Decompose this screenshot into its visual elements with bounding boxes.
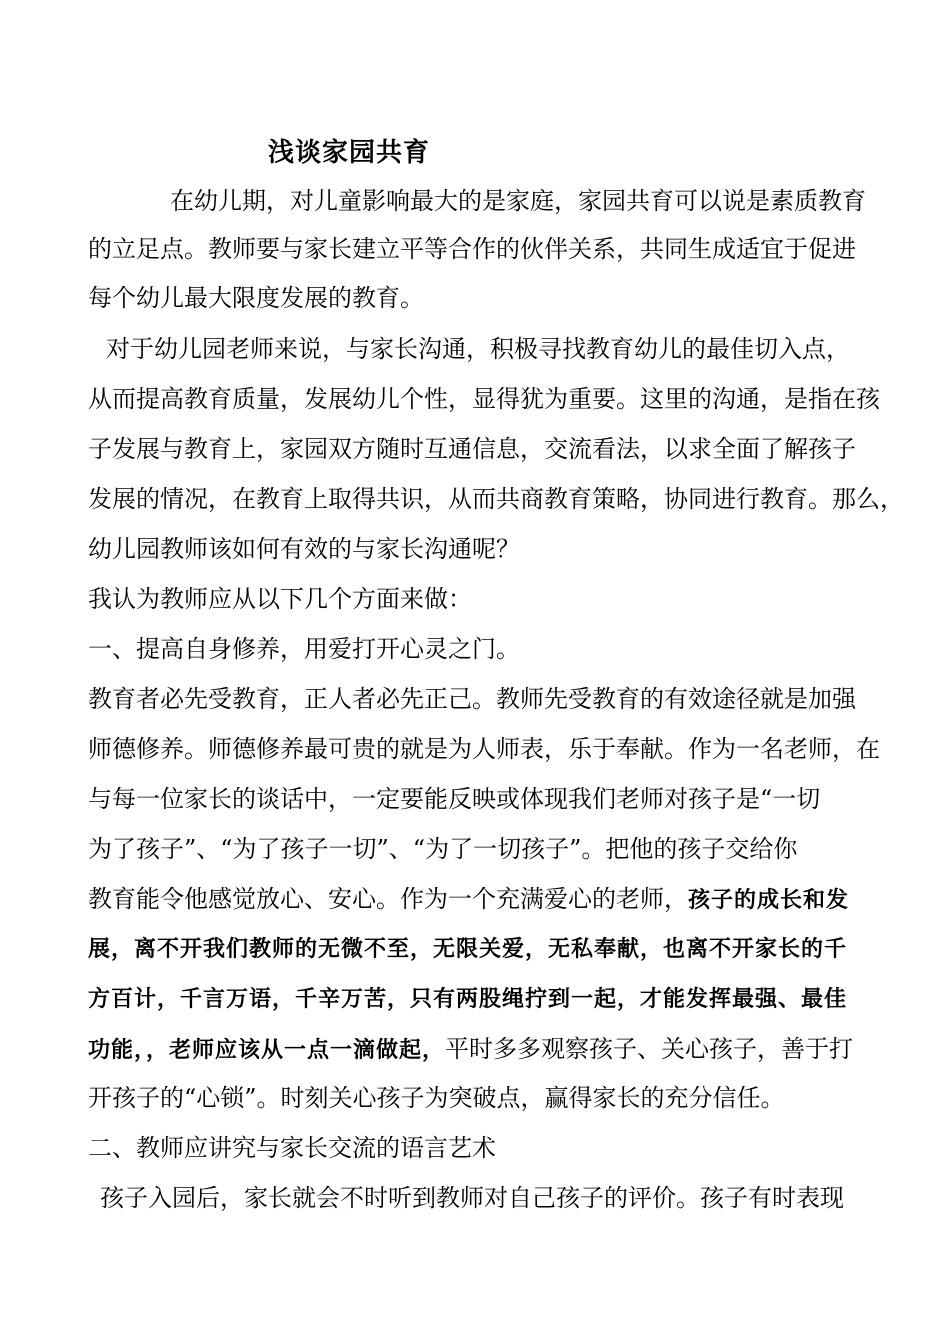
document-title: 浅谈家园共育 [268,138,431,168]
paragraph-line: 的立足点。教师要与家长建立平等合作的伙伴关系，共同生成适宜于促进 [88,235,856,263]
paragraph-line: 幼儿园教师该如何有效的与家长沟通呢？ [88,535,520,563]
paragraph-line: 师德修养。师德修养最可贵的就是为人师表，乐于奉献。作为一名老师，在 [88,735,880,763]
section-heading-1: 一、提高自身修养，用爱打开心灵之门。 [88,635,520,663]
paragraph-line-mixed [88,1034,853,1066]
paragraph-line: 子发展与教育上，家园双方随时互通信息，交流看法，以求全面了解孩子 [88,435,856,463]
paragraph-text-brush-style: 功能，，老师应该从一点一滴做起， [88,1038,446,1063]
paragraph-line: 开孩子的“心锁”。时刻关心孩子为突破点，赢得家长的充分信任。 [88,1084,785,1112]
paragraph-line: 我认为教师应从以下几个方面来做： [88,585,472,613]
paragraph-line: 每个幼儿最大限度发展的教育。 [88,284,424,312]
paragraph-line: 对于幼儿园老师来说，与家长沟通，积极寻找教育幼儿的最佳切入点， [106,335,850,363]
paragraph-line: 为了孩子”、“为了孩子一切”、“为了一切孩子”。把他的孩子交给你 [88,835,798,863]
paragraph-line: 教育者必先受教育，正人者必先正己。教师先受教育的有效途径就是加强 [88,685,856,713]
paragraph-line: 与每一位家长的谈话中，一定要能反映或体现我们老师对孩子是“一切 [88,785,821,813]
paragraph-line: 在幼儿期，对儿童影响最大的是家庭，家园共育可以说是素质教育 [170,187,866,215]
paragraph-text: 平时多多观察孩子、关心孩子，善于打 [445,1035,854,1063]
paragraph-line: 孩子入园后，家长就会不时听到教师对自己孩子的评价。孩子有时表现 [100,1184,844,1212]
paragraph-line-brush-style: 方百计，千言万语，千辛万苦，只有两股绳拧到一起，才能发挥最强、最佳 [88,987,848,1012]
section-heading-2: 二、教师应讲究与家长交流的语言艺术 [88,1134,496,1162]
paragraph-line-mixed [88,884,849,916]
paragraph-line: 从而提高教育质量，发展幼儿个性，显得犹为重要。这里的沟通，是指在孩 [88,385,880,413]
paragraph-line: 发展的情况，在教育上取得共识，从而共商教育策略，协同进行教育。那么， [88,485,904,513]
paragraph-text: 教育能令他感觉放心、安心。作为一个充满爱心的老师， [88,885,688,913]
paragraph-text-brush-style: 孩子的成长和发 [688,888,850,913]
paragraph-line-brush-style: 展，离不开我们教师的无微不至，无限关爱，无私奉献，也离不开家长的千 [88,937,848,962]
